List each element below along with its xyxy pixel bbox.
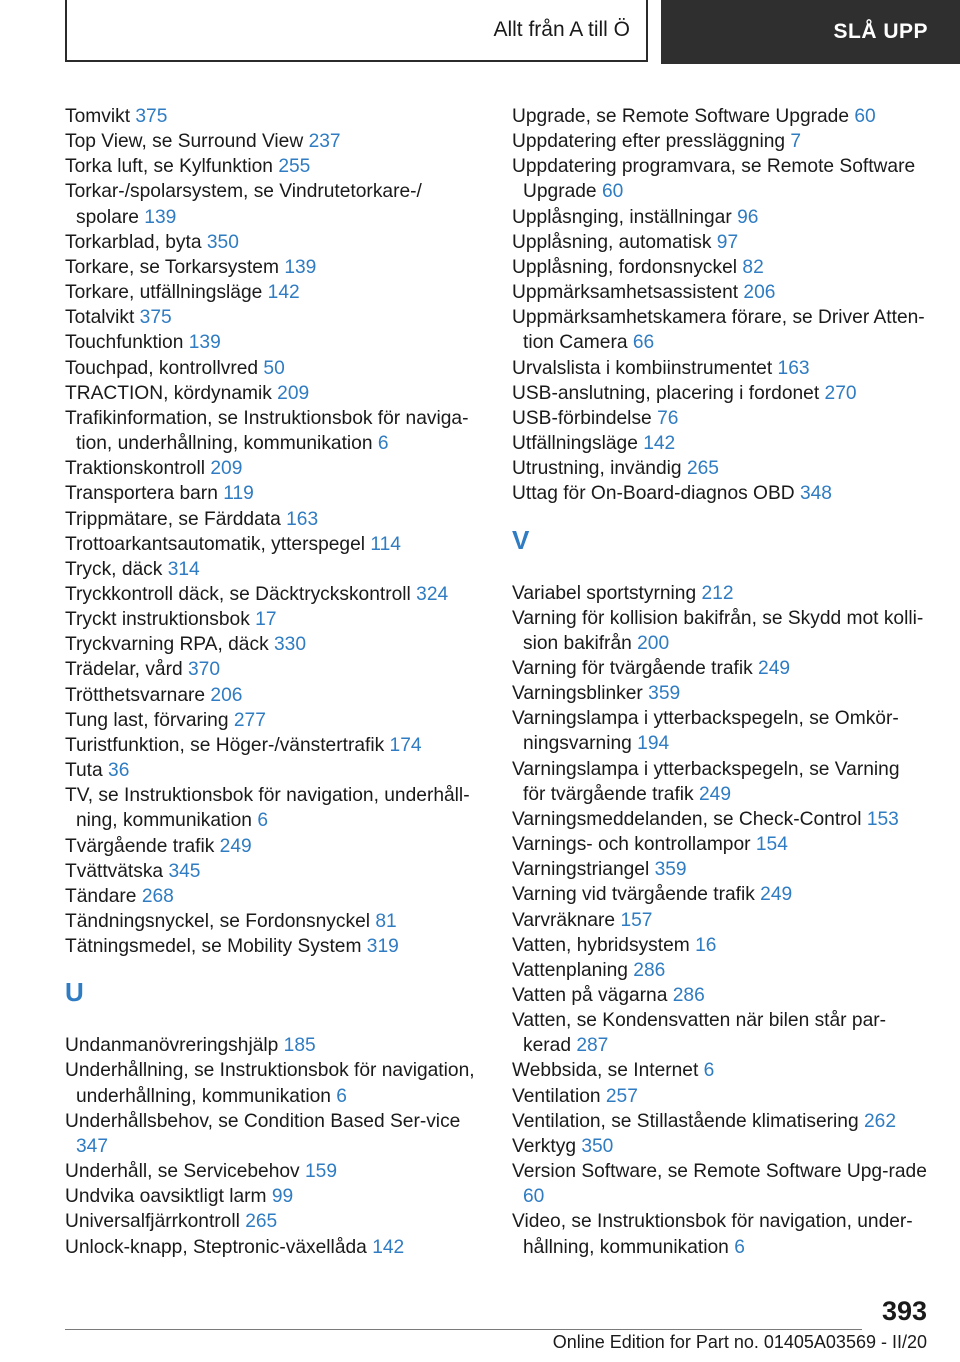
index-entry xyxy=(512,481,927,506)
page-reference-link[interactable]: 50 xyxy=(263,357,285,379)
index-entry-text: TV, se Instruktionsbok för navigation, underhåll-​ning, kommunikation xyxy=(65,785,470,832)
page-reference-link[interactable]: 6 xyxy=(734,1236,745,1258)
page-reference-link[interactable]: 6 xyxy=(703,1060,715,1082)
index-entry xyxy=(65,758,475,783)
page-reference-link[interactable]: 375 xyxy=(139,307,172,329)
index-entry-text: Version Software, se Remote Software Upg-​rade xyxy=(512,1161,927,1183)
index-entry-text: Varningsblinker xyxy=(512,683,643,705)
index-entry xyxy=(65,783,475,833)
page-reference-link[interactable]: 268 xyxy=(141,885,174,907)
index-entry-text: Underhåll, se Servicebehov xyxy=(65,1161,300,1183)
index-entry xyxy=(65,934,475,959)
page-reference-link[interactable]: 194 xyxy=(637,733,670,755)
index-entry xyxy=(512,857,927,882)
index-entry xyxy=(65,179,475,229)
page-reference-link[interactable]: 257 xyxy=(605,1085,638,1107)
index-column-left xyxy=(65,104,475,1260)
page-reference-link[interactable]: 163 xyxy=(286,508,319,530)
index-entry-text: Utrustning, invändig xyxy=(512,458,682,480)
page-reference-link[interactable]: 96 xyxy=(737,206,759,228)
index-entry-text: Webbsida, se Internet xyxy=(512,1060,699,1082)
index-entry xyxy=(512,581,927,606)
index-entry-text: Turistfunktion, se Höger-/vänstertrafik xyxy=(65,734,385,756)
index-entry-text: Torkarblad, byta xyxy=(65,231,202,253)
a-to-z-tab[interactable]: Allt från A till Ö xyxy=(65,0,648,62)
page-reference-link[interactable]: 345 xyxy=(168,860,201,882)
index-entry xyxy=(512,456,927,481)
index-entry-text: Varning för kollision bakifrån, se Skydd mot kolli-​sion bakifrån xyxy=(512,607,924,654)
index-entry-text: Upplåsning, automatisk xyxy=(512,231,712,253)
page-reference-link[interactable]: 154 xyxy=(755,834,788,856)
index-entry xyxy=(65,280,475,305)
index-entry-text: Trippmätare, se Färddata xyxy=(65,508,281,530)
page-reference-link[interactable]: 287 xyxy=(576,1035,609,1057)
page-reference-link[interactable]: 209 xyxy=(277,382,310,404)
index-entry xyxy=(65,456,475,481)
page-reference-link[interactable]: 249 xyxy=(699,783,732,805)
index-entry xyxy=(512,280,927,305)
look-up-button[interactable]: SLÅ UPP xyxy=(661,0,960,64)
index-entry xyxy=(65,104,475,129)
index-entry xyxy=(65,708,475,733)
index-entry xyxy=(512,305,927,355)
page-reference-link[interactable]: 60 xyxy=(854,106,876,127)
index-entry xyxy=(512,255,927,280)
index-entry-text: Vatten, se Kondensvatten när bilen står par-​kerad xyxy=(512,1010,887,1057)
index-entry xyxy=(65,557,475,582)
index-entry xyxy=(65,1235,475,1260)
page-reference-link[interactable]: 163 xyxy=(777,357,810,379)
index-entry xyxy=(512,1159,927,1209)
index-entry-text: Upgrade, se Remote Software Upgrade xyxy=(512,106,850,127)
index-entry xyxy=(65,1184,475,1209)
index-entry-text: Utfällningsläge xyxy=(512,433,638,455)
page-reference-link[interactable]: 249 xyxy=(760,884,793,906)
page-reference-link[interactable]: 370 xyxy=(188,659,221,681)
page-reference-link[interactable]: 237 xyxy=(308,131,341,153)
index-entry xyxy=(512,230,927,255)
index-entry xyxy=(512,882,927,907)
page-reference-link[interactable]: 159 xyxy=(305,1161,338,1183)
index-entry xyxy=(512,205,927,230)
page-reference-link[interactable]: 350 xyxy=(581,1135,614,1157)
index-entry xyxy=(512,104,927,129)
index-entry-text: Varning vid tvärgående trafik xyxy=(512,884,755,906)
index-entry xyxy=(65,909,475,934)
index-entry xyxy=(65,356,475,381)
page-reference-link[interactable]: 185 xyxy=(283,1035,316,1057)
index-entry-text: Torkar-/spolarsystem, se Vindrutetorkare-/​spolare xyxy=(65,181,422,228)
index-entry xyxy=(512,1109,927,1134)
footer-edition xyxy=(553,1332,927,1353)
page-reference-link[interactable]: 81 xyxy=(375,911,397,932)
page-reference-link[interactable]: 142 xyxy=(267,282,300,304)
index-entry xyxy=(65,532,475,557)
index-entry xyxy=(65,859,475,884)
page-reference-link[interactable]: 99 xyxy=(271,1186,294,1208)
index-entry-text: Varningsmeddelanden, se Check-Control xyxy=(512,808,862,830)
index-entry xyxy=(512,406,927,431)
page-reference-link[interactable]: 139 xyxy=(144,206,177,228)
index-entry-text: Uppmärksamhetskamera förare, se Driver Atten-​tion Camera xyxy=(512,307,925,354)
index-entry-text: Tomvikt xyxy=(65,106,131,127)
index-entry-text: Touchfunktion xyxy=(65,332,184,354)
index-entry-text: Varningstriangel xyxy=(512,859,650,881)
page-reference-link[interactable]: 200 xyxy=(637,632,670,654)
page-reference-link[interactable]: 6 xyxy=(377,433,389,455)
index-entry-text: Tryckkontroll däck, se Däcktryckskontroll xyxy=(65,583,411,605)
index-entry xyxy=(512,381,927,406)
page-reference-link[interactable]: 314 xyxy=(167,558,200,580)
page-reference-link[interactable]: 60 xyxy=(601,181,624,203)
index-entry xyxy=(65,154,475,179)
page-reference-link[interactable]: 6 xyxy=(257,810,268,832)
index-entry-text: Tuta xyxy=(65,760,103,782)
index-entry-text: Tung last, förvaring xyxy=(65,709,229,731)
index-entry xyxy=(65,129,475,154)
page-reference-link[interactable]: 139 xyxy=(284,256,317,278)
page-reference-link[interactable]: 277 xyxy=(233,709,266,731)
edition-text: Online Edition for Part no. 01405A03569 - II/20 xyxy=(552,1332,927,1352)
index-entry xyxy=(512,681,927,706)
index-entry xyxy=(65,834,475,859)
index-entry-text: Trottoarkantsautomatik, ytterspegel xyxy=(65,533,366,555)
page-reference-link[interactable]: 206 xyxy=(210,684,243,706)
index-entry-text: Varvräknare xyxy=(512,909,616,931)
index-entry-text: Vattenplaning xyxy=(512,959,628,981)
index-entry-text: Tändare xyxy=(65,885,137,907)
index-entry xyxy=(65,683,475,708)
index-entry-text: Totalvikt xyxy=(65,307,135,329)
index-entry-text: Ventilation xyxy=(512,1085,601,1107)
page-reference-link[interactable]: 36 xyxy=(108,760,130,782)
index-entry-text: Tryckvarning RPA, däck xyxy=(65,634,269,656)
index-entry-text: Vatten, hybridsystem xyxy=(512,934,690,956)
page-reference-link[interactable]: 359 xyxy=(654,859,687,881)
page-reference-link[interactable]: 350 xyxy=(206,231,239,253)
index-entry xyxy=(512,606,927,656)
page-reference-link[interactable]: 286 xyxy=(672,985,705,1006)
page-reference-link[interactable]: 82 xyxy=(742,256,764,278)
page-reference-link[interactable]: 249 xyxy=(219,835,252,857)
index-entry xyxy=(512,431,927,456)
top-navigation xyxy=(0,0,960,66)
index-entry-text: Uppdatering programvara, se Remote Software​ Upgrade xyxy=(512,156,916,203)
page-reference-link[interactable]: 359 xyxy=(648,683,681,705)
index-entry xyxy=(512,706,927,756)
index-entry-text: Trafikinformation, se Instruktionsbok för naviga-​tion, underhållning, kommunikation xyxy=(65,407,469,455)
index-entry-text: Torka luft, se Kylfunktion xyxy=(65,156,273,178)
index-entry xyxy=(512,757,927,807)
index-entry-text: Top View, se Surround View xyxy=(65,131,304,153)
page-reference-link[interactable]: 347 xyxy=(76,1135,109,1157)
index-entry-text: Trötthetsvarnare xyxy=(65,684,206,706)
index-entry xyxy=(65,884,475,909)
page-reference-link[interactable]: 174 xyxy=(389,734,422,756)
page-reference-link[interactable]: 60 xyxy=(523,1186,545,1208)
page-reference-link[interactable]: 157 xyxy=(620,909,653,931)
index-entry xyxy=(65,607,475,632)
index-entry xyxy=(65,330,475,355)
index-entry xyxy=(512,908,927,933)
index-entry-text: Tätningsmedel, se Mobility System xyxy=(65,936,362,958)
index-entry-text: Underhållsbehov, se Condition Based Ser-​vice xyxy=(65,1110,461,1132)
page-reference-link[interactable]: 114 xyxy=(370,533,401,555)
index-entry xyxy=(65,582,475,607)
index-entry-text: Uttag för On-Board-diagnos OBD xyxy=(512,483,795,505)
index-entry-text: Varningslampa i ytterbackspegeln, se Varning för​ tvärgående trafik xyxy=(512,758,900,805)
index-entry-text: USB-förbindelse xyxy=(512,407,652,429)
page-reference-link[interactable]: 330 xyxy=(274,634,307,656)
index-entry-text: Trädelar, vård xyxy=(65,659,183,681)
page-reference-link[interactable]: 265 xyxy=(245,1211,278,1233)
index-entry xyxy=(65,1159,475,1184)
index-entry-text: Unlock-knapp, Steptronic-växellåda xyxy=(65,1236,367,1258)
page-reference-link[interactable]: 206 xyxy=(743,282,776,304)
page-reference-link[interactable]: 286 xyxy=(633,959,666,981)
index-entry xyxy=(65,657,475,682)
page-reference-link[interactable]: 66 xyxy=(632,332,655,354)
index-entry-text: Traktionskontroll xyxy=(65,458,206,480)
page-reference-link[interactable]: 270 xyxy=(824,382,857,404)
index-entry-text: TRACTION, kördynamik xyxy=(65,382,272,404)
footer-divider xyxy=(65,1329,862,1330)
index-entry xyxy=(512,832,927,857)
index-entry xyxy=(65,1209,475,1234)
index-entry xyxy=(512,933,927,958)
page-reference-link[interactable]: 255 xyxy=(278,156,311,178)
page-reference-link[interactable]: 212 xyxy=(701,582,734,604)
index-entry-text: Uppdatering efter pressläggning xyxy=(512,131,786,153)
index-entry-text: Transportera barn xyxy=(65,483,218,505)
page-reference-link[interactable]: 348 xyxy=(799,483,832,505)
page-reference-link[interactable]: 375 xyxy=(135,106,168,127)
index-entry xyxy=(65,632,475,657)
index-entry-text: Varningslampa i ytterbackspegeln, se Omkör-​ningsvarning xyxy=(512,708,899,755)
index-entry-text: Tryck, däck xyxy=(65,558,163,580)
index-entry xyxy=(65,1033,475,1058)
index-entry xyxy=(512,1134,927,1159)
page-reference-link[interactable]: 153 xyxy=(866,808,899,830)
index-entry xyxy=(65,1058,475,1108)
index-entry xyxy=(512,1008,927,1058)
index-entry-text: Undvika oavsiktligt larm xyxy=(65,1186,267,1208)
index-entry-text: Varning för tvärgående trafik xyxy=(512,657,753,679)
index-entry xyxy=(65,381,475,406)
index-entry xyxy=(512,656,927,681)
section-letter-v: V xyxy=(512,524,530,555)
index-entry-text: Torkare, utfällningsläge xyxy=(65,282,263,304)
page-reference-link[interactable]: 265 xyxy=(686,458,719,480)
index-entry xyxy=(512,1058,927,1083)
page-reference-link[interactable]: 139 xyxy=(188,332,221,354)
index-column-right xyxy=(512,104,927,1260)
index-entry xyxy=(512,807,927,832)
index-entry xyxy=(65,1109,475,1159)
index-entry xyxy=(65,406,475,456)
index-entry xyxy=(65,305,475,330)
index-entry xyxy=(65,230,475,255)
index-entry xyxy=(65,507,475,532)
page-reference-link[interactable]: 7 xyxy=(790,131,802,153)
page-reference-link[interactable]: 209 xyxy=(210,458,243,480)
page-reference-link[interactable]: 324 xyxy=(416,583,449,605)
page-reference-link[interactable]: 319 xyxy=(366,936,399,958)
page-reference-link[interactable]: 16 xyxy=(695,934,717,956)
page-reference-link[interactable]: 76 xyxy=(657,407,679,429)
page-reference-link[interactable]: 97 xyxy=(716,231,739,253)
index-entry-text: Upplåsnging, inställningar xyxy=(512,206,732,228)
index-entry-text: Upplåsning, fordonsnyckel xyxy=(512,256,738,278)
page-reference-link[interactable]: 6 xyxy=(336,1085,347,1107)
index-entry-text: Variabel sportstyrning xyxy=(512,582,697,604)
index-entry xyxy=(512,983,927,1008)
index-entry xyxy=(65,481,475,506)
index-entry xyxy=(65,255,475,280)
index-entry-text: Torkare, se Torkarsystem xyxy=(65,256,279,278)
index-entry-text: Varnings- och kontrollampor xyxy=(512,834,751,856)
index-entry xyxy=(512,958,927,983)
index-entry-text: USB-anslutning, placering i fordonet xyxy=(512,382,820,404)
page-reference-link[interactable]: 17 xyxy=(255,609,277,631)
index-entry-text: Ventilation, se Stillastående klimatisering xyxy=(512,1110,859,1132)
index-entry-text: Video, se Instruktionsbok för navigation, under-​hållning, kommunikation xyxy=(512,1211,913,1258)
index-entry-text: Vatten på vägarna xyxy=(512,985,668,1006)
index-entry-text: Underhållning, se Instruktionsbok för navigation,​ underhållning, kommunikation xyxy=(65,1060,475,1107)
index-entry-text: Verktyg xyxy=(512,1135,576,1157)
index-entry xyxy=(512,1209,927,1259)
index-entry xyxy=(65,733,475,758)
index-entry xyxy=(512,356,927,381)
index-entry-text: Undanmanövreringshjälp xyxy=(65,1035,279,1057)
index-entry-text: Universalfjärrkontroll xyxy=(65,1211,240,1233)
index-entry-text: Tvärgående trafik xyxy=(65,835,215,857)
page-reference-link[interactable]: 249 xyxy=(758,657,791,679)
index-entry xyxy=(512,1084,927,1109)
page-reference-link[interactable]: 142 xyxy=(372,1236,405,1258)
index-entry-text: Touchpad, kontrollvred xyxy=(65,357,259,379)
index-entry-text: Tvättvätska xyxy=(65,860,164,882)
section-letter-u: U xyxy=(65,977,84,1008)
page-reference-link[interactable]: 119 xyxy=(223,483,254,505)
page-number: 393 xyxy=(881,1296,927,1326)
index-entry-text: Uppmärksamhetsassistent xyxy=(512,282,739,304)
index-entry-text: Urvalslista i kombiinstrumentet xyxy=(512,357,773,379)
index-entry xyxy=(512,129,927,154)
index-entry xyxy=(512,154,927,204)
page-reference-link[interactable]: 142 xyxy=(643,433,676,455)
index-entry-text: Tändningsnyckel, se Fordonsnyckel xyxy=(65,911,371,932)
page-reference-link[interactable]: 262 xyxy=(863,1110,896,1132)
index-entry-text: Tryckt instruktionsbok xyxy=(65,609,250,631)
